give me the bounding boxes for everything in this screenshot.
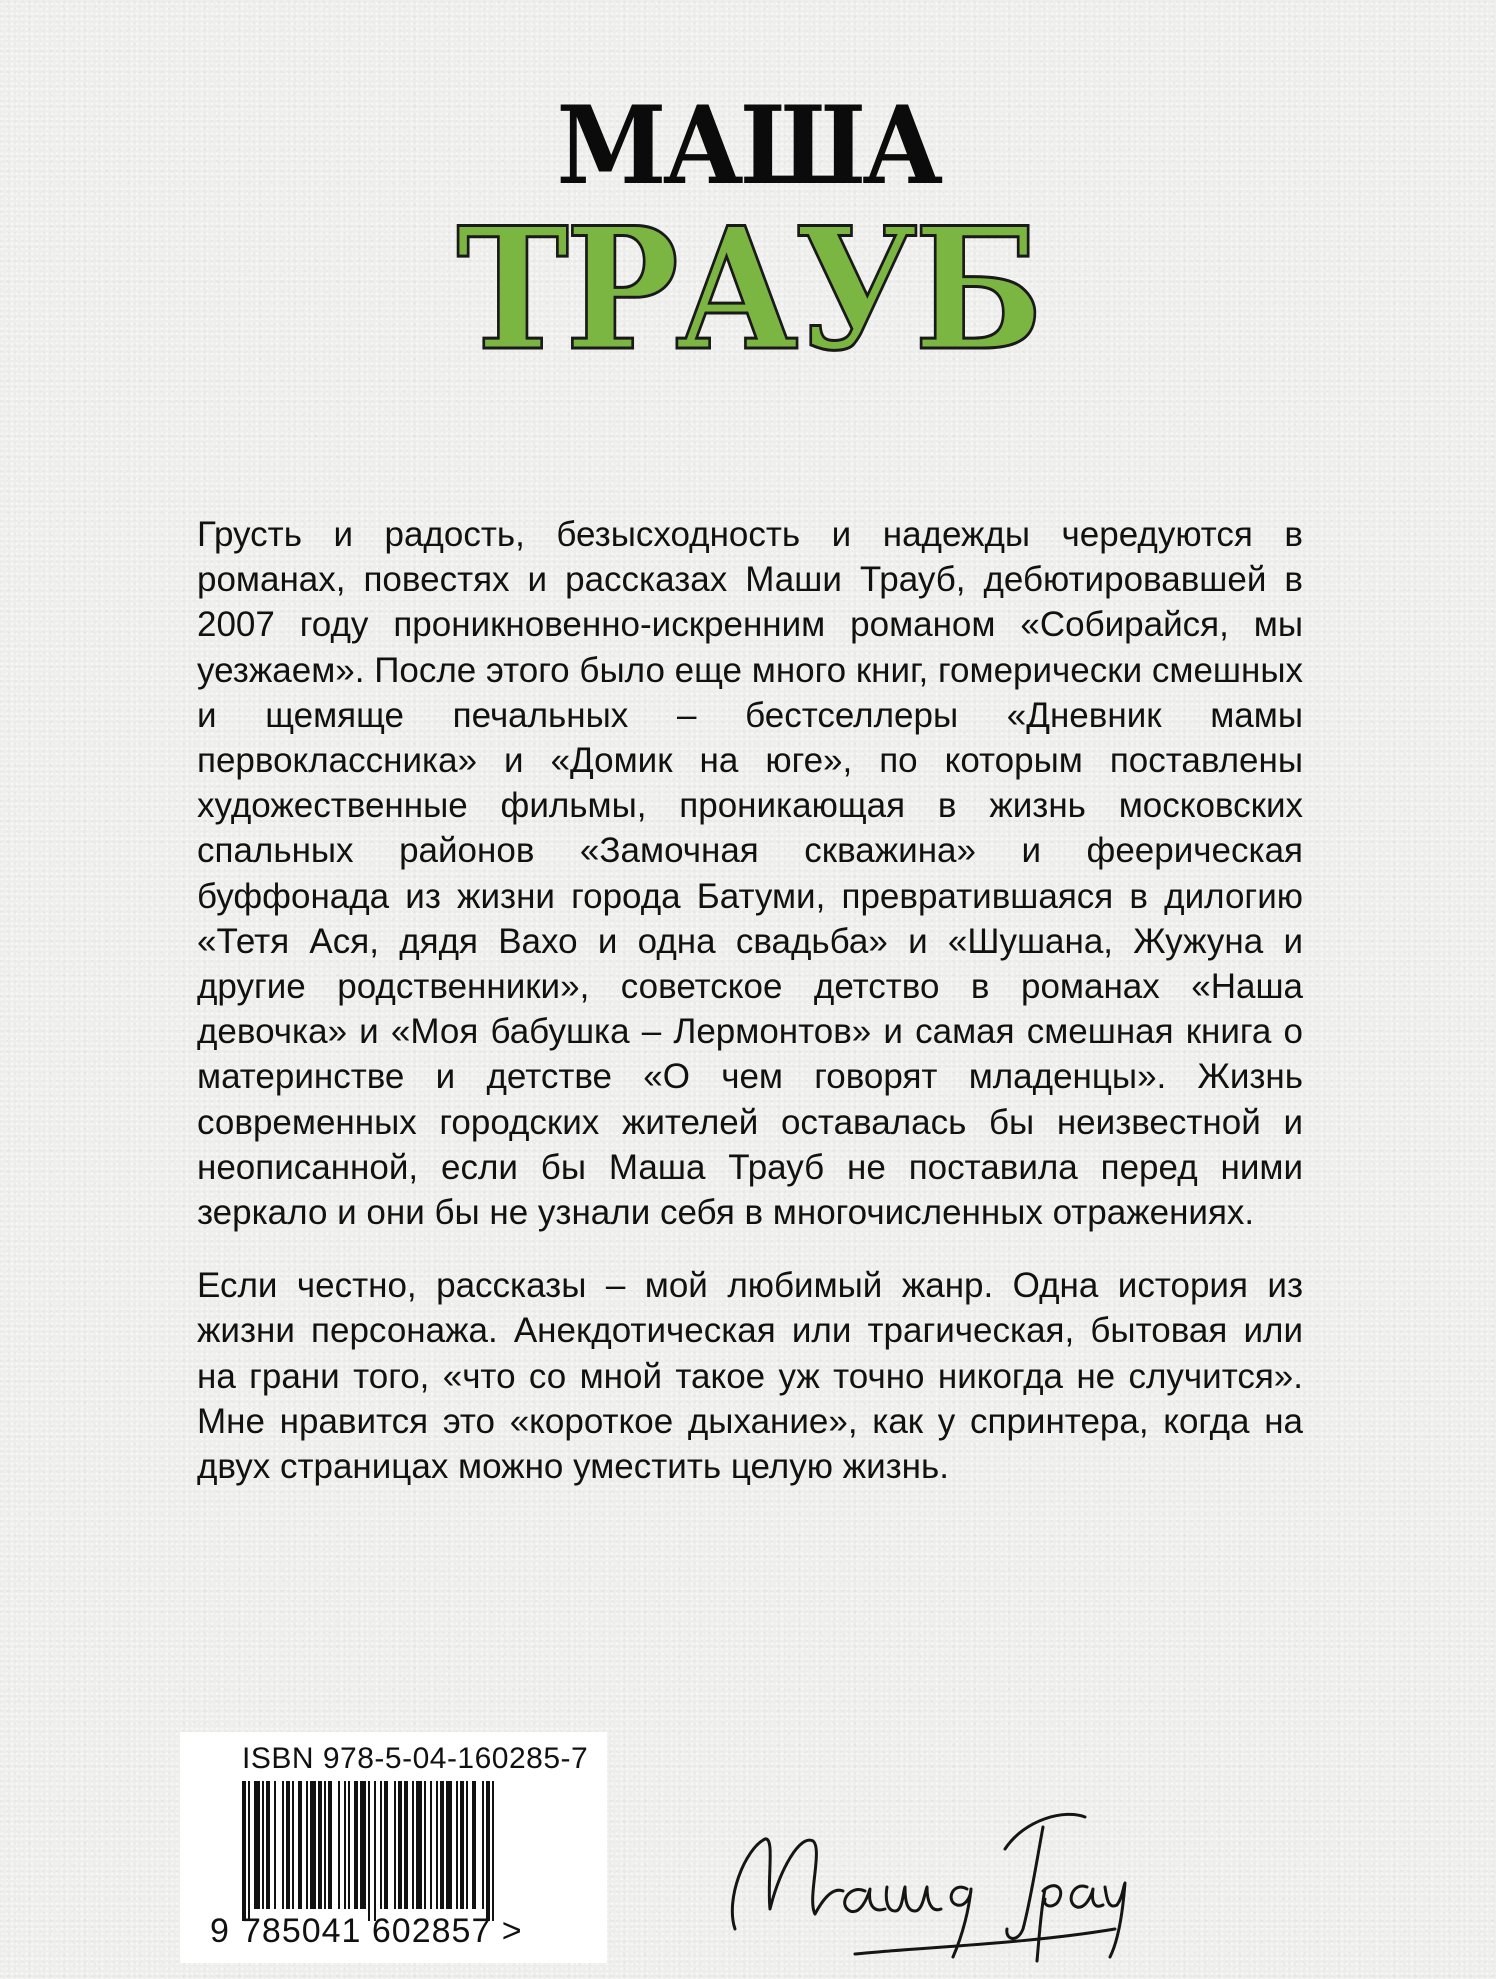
barcode-bar [380,1781,382,1909]
barcode-bar [298,1781,302,1909]
barcode-bar [318,1781,322,1909]
barcode-bar [486,1781,490,1921]
barcode-bar [398,1781,402,1909]
barcode-bar [242,1781,246,1921]
barcode-bar [266,1781,270,1909]
barcode-bar [404,1781,408,1909]
barcode-bar [394,1781,396,1909]
annotation-paragraph-2: Если честно, рассказы – мой любимый жанр. Одна история из жизни персонажа. Анекдотическая или трагическая, бытовая или на грани того, «что со мной такое уж точно никогда не случится». Мне нравится это «короткое дыхание», как у спринтера, когда на двух страницах можно уместить целую жизнь. [197,1266,1303,1487]
author-first-name: МАША [556,83,940,209]
barcode-bar [292,1781,294,1909]
barcode-bar [282,1781,284,1909]
annotation-text [197,512,1303,1489]
barcode-bar [310,1781,316,1909]
barcode-bar [328,1781,332,1909]
barcode-bar [344,1781,346,1909]
barcode-bar [460,1781,464,1909]
barcode-bar [482,1781,484,1909]
barcode-bar [416,1781,422,1909]
author-signature [705,1779,1135,1979]
barcode-bar [446,1781,452,1909]
barcode-digit-first: 9 [210,1912,229,1950]
barcode-bar [492,1781,494,1921]
author-last-name: ТРАУБ [456,190,1040,388]
barcode-bar [286,1781,290,1909]
barcode-bar [374,1781,376,1921]
annotation-paragraph-1: Грусть и радость, безысходность и надежды чередуются в романах, повестях и рассказах Маши Трауб, дебютировавшей в 2007 году проникновенно-искренним романом «Собирайся, мы уезжаем». После этого было еще много книг, гомерически смешных и щемяще печальных – бестселлеры «Дневник мамы первоклассника» и «Домик на юге», по которым поставлены художественные фильмы, проникающая в жизнь московских спальных районов «Замочная скважина» и феерическая буффонада из жизни города Батуми, превратившаяся в дилогию «Тетя Ася, дядя Вахо и одна свадьба» и «Шушана, Жужуна и другие родственники», советское детство в романах «Наша девочка» и «Моя бабушка – Лермонтов» и самая смешная книга о материнстве и детстве «О чем говорят младенцы». Жизнь современных городских жителей оставалась бы неизвестной и неописанной, если бы Маша Трауб не поставила перед ними зеркало и они бы не узнали себя в многочисленных отражениях. [197,515,1303,1233]
barcode-digits: 785041 602857 > [242,1912,523,1950]
barcode-bar [424,1781,426,1909]
barcode-bar [360,1781,366,1909]
barcode-bar [384,1781,388,1909]
barcode-bar [248,1781,250,1921]
barcode-bar [440,1781,444,1909]
barcode-bars [242,1781,552,1921]
barcode-bar [430,1781,432,1909]
barcode-bar [324,1781,326,1909]
barcode-panel [180,1732,607,1963]
isbn-label: ISBN 978-5-04-160285-7 [242,1742,589,1775]
barcode-bar [436,1781,438,1909]
barcode-bar [262,1781,264,1909]
barcode-bar [354,1781,358,1909]
barcode-bar [306,1781,308,1909]
barcode-bar [472,1781,476,1909]
barcode-bar [368,1781,370,1921]
barcode-bar [456,1781,458,1909]
barcode-bar [466,1781,468,1909]
barcode-bar [274,1781,276,1909]
barcode-bar [348,1781,350,1909]
barcode-bar [254,1781,260,1909]
barcode-bar [412,1781,414,1909]
barcode-bar [338,1781,340,1909]
